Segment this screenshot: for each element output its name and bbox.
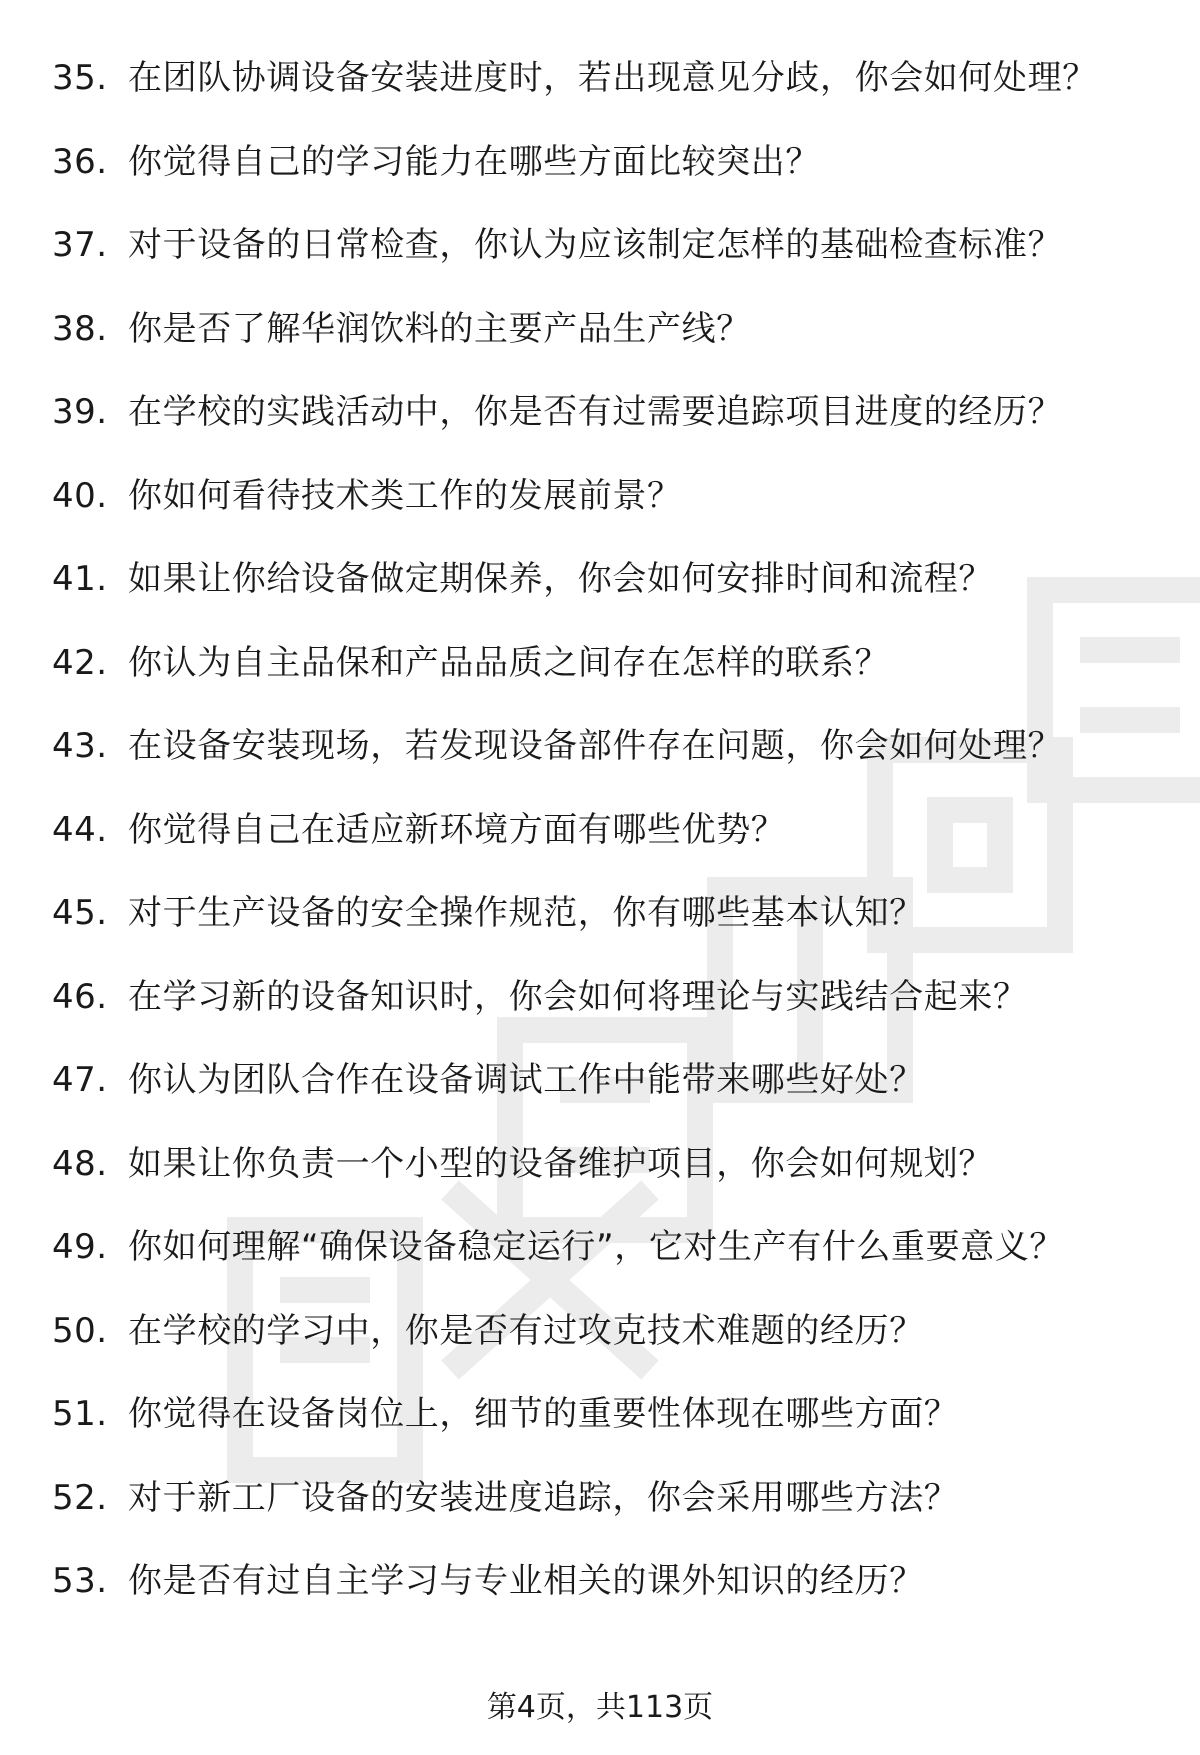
question-number: 35. <box>52 58 108 98</box>
question-item <box>52 1393 1172 1477</box>
question-text: 你觉得在设备岗位上，细节的重要性体现在哪些方面？ <box>128 1394 959 1434</box>
question-text: 在学校的学习中，你是否有过攻克技术难题的经历？ <box>128 1310 924 1351</box>
question-list <box>52 57 1172 1644</box>
question-text: 如果让你负责一个小型的设备维护项目，你会如何规划？ <box>128 1143 993 1184</box>
question-number: 52. <box>52 1477 108 1518</box>
question-number: 43. <box>52 726 108 766</box>
question-number: 48. <box>52 1143 108 1184</box>
question-text: 对于生产设备的安全操作规范，你有哪些基本认知？ <box>128 893 924 933</box>
question-text: 你觉得自己在适应新环境方面有哪些优势？ <box>128 809 786 850</box>
question-item <box>52 1310 1172 1394</box>
question-item <box>52 1143 1172 1227</box>
page-number-footer: 第4页，共113页 <box>486 1690 714 1725</box>
question-text: 你是否有过自主学习与专业相关的课外知识的经历？ <box>128 1561 924 1601</box>
question-text: 你觉得自己的学习能力在哪些方面比较突出？ <box>128 141 820 182</box>
question-text: 对于新工厂设备的安装进度追踪，你会采用哪些方法？ <box>128 1477 959 1518</box>
question-item <box>52 57 1172 141</box>
question-item <box>52 809 1172 893</box>
question-number: 37. <box>52 225 108 265</box>
question-number: 38. <box>52 308 108 349</box>
question-item <box>52 642 1172 726</box>
question-number: 45. <box>52 893 108 933</box>
question-item <box>52 976 1172 1060</box>
question-text: 你认为团队合作在设备调试工作中能带来哪些好处？ <box>128 1060 924 1100</box>
question-text: 你如何看待技术类工作的发展前景？ <box>128 475 682 516</box>
question-number: 47. <box>52 1060 108 1100</box>
question-item <box>52 475 1172 559</box>
question-item <box>52 1226 1172 1310</box>
question-item <box>52 1477 1172 1561</box>
question-text: 你是否了解华润饮料的主要产品生产线？ <box>128 308 751 349</box>
question-text: 在团队协调设备安装进度时，若出现意见分歧，你会如何处理？ <box>128 58 1097 98</box>
question-number: 46. <box>52 976 108 1017</box>
question-text: 在学习新的设备知识时，你会如何将理论与实践结合起来？ <box>128 976 1028 1017</box>
question-text: 在设备安装现场，若发现设备部件存在问题，你会如何处理？ <box>128 726 1063 766</box>
question-item <box>52 308 1172 392</box>
question-number: 50. <box>52 1310 108 1351</box>
question-number: 42. <box>52 642 108 683</box>
question-item <box>52 558 1172 642</box>
question-item <box>52 1560 1172 1644</box>
question-number: 40. <box>52 475 108 516</box>
question-text: 你认为自主品保和产品品质之间存在怎样的联系？ <box>128 642 890 683</box>
question-number: 44. <box>52 809 108 850</box>
question-text: 对于设备的日常检查，你认为应该制定怎样的基础检查标准？ <box>128 225 1063 265</box>
question-number: 53. <box>52 1561 108 1601</box>
question-number: 41. <box>52 559 108 599</box>
question-number: 49. <box>52 1227 108 1267</box>
question-number: 39. <box>52 392 108 432</box>
question-item <box>52 725 1172 809</box>
question-item <box>52 391 1172 475</box>
question-item <box>52 224 1172 308</box>
question-item <box>52 141 1172 225</box>
question-item <box>52 892 1172 976</box>
question-number: 51. <box>52 1394 108 1434</box>
question-number: 36. <box>52 141 108 182</box>
question-text: 你如何理解“确保设备稳定运行”，它对生产有什么重要意义？ <box>128 1227 1065 1267</box>
question-text: 如果让你给设备做定期保养，你会如何安排时间和流程？ <box>128 559 993 599</box>
question-text: 在学校的实践活动中，你是否有过需要追踪项目进度的经历？ <box>128 392 1063 432</box>
question-item <box>52 1059 1172 1143</box>
